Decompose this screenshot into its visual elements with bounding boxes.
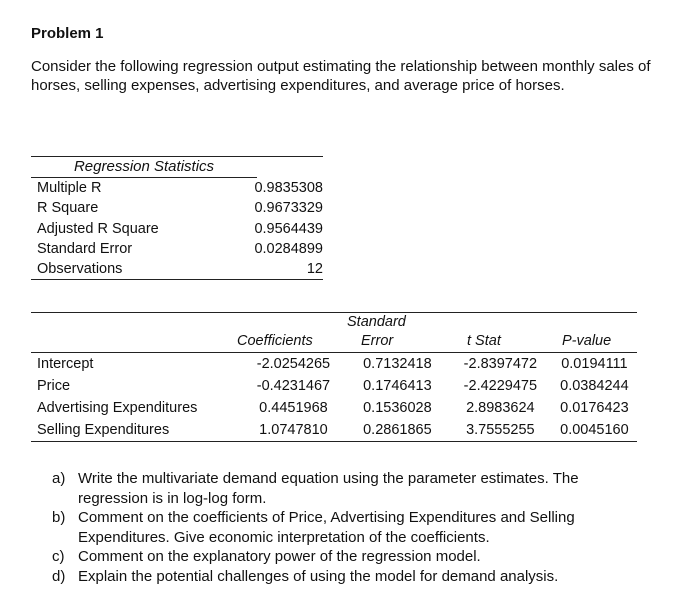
standard-error-value: 0.7132418 <box>363 356 432 372</box>
question-text: Comment on the explanatory power of the regression model. <box>78 548 481 565</box>
coefficients-table <box>31 312 637 442</box>
p-value-value: 0.0194111 <box>561 356 628 372</box>
variable-name: Price <box>37 378 71 394</box>
stat-value: 0.9835308 <box>254 180 323 196</box>
t-stat-value: -2.8397472 <box>463 356 538 372</box>
header-standard-top: Standard <box>347 314 406 330</box>
stat-label: Standard Error <box>37 240 133 257</box>
problem-intro: Consider the following regression output estimating the relationship between monthly sales of horses, selling expenses, advertising expenditures, and average price of horses. <box>31 58 651 94</box>
question-label: c) <box>52 548 65 565</box>
stat-row <box>31 259 323 279</box>
stat-value: 0.0284899 <box>254 240 323 257</box>
coefficient-value: -0.4231467 <box>256 378 331 394</box>
p-value-value: 0.0045160 <box>560 422 629 438</box>
t-stat-value: 2.8983624 <box>466 400 535 416</box>
list-item <box>52 469 652 508</box>
regression-statistics-table <box>31 156 323 280</box>
question-label: a) <box>52 470 66 487</box>
t-stat-value: -2.4229475 <box>463 378 538 394</box>
header-standard-bottom: Error <box>361 333 394 349</box>
variable-name: Advertising Expenditures <box>37 400 198 416</box>
standard-error-value: 0.1746413 <box>363 378 432 394</box>
stat-label: Multiple R <box>37 180 102 196</box>
header-coefficients: Coefficients <box>237 333 313 349</box>
stat-value: 12 <box>306 261 323 278</box>
question-label: b) <box>52 509 66 526</box>
coefficients-table-header <box>31 313 637 353</box>
question-list <box>52 469 652 586</box>
variable-name: Intercept <box>37 356 94 372</box>
question-text: Write the multivariate demand equation using the parameter estimates. The regression is in log-log form. <box>78 470 579 507</box>
stat-row <box>31 239 323 259</box>
coefficient-value: 1.0747810 <box>259 422 328 438</box>
question-text: Comment on the coefficients of Price, Advertising Expenditures and Selling Expenditures. Give economic interpretation of the coefficients. <box>78 509 575 546</box>
question-text: Explain the potential challenges of using the model for demand analysis. <box>78 567 559 585</box>
p-value-value: 0.0384244 <box>560 378 629 394</box>
table-row <box>31 353 637 375</box>
table-row <box>31 419 637 441</box>
stat-label: R Square <box>37 200 99 217</box>
list-item <box>52 547 652 567</box>
stat-row <box>31 198 323 218</box>
table-row <box>31 375 637 397</box>
stat-label: Observations <box>37 261 123 278</box>
stat-row <box>31 178 323 198</box>
problem-title: Problem 1 <box>31 25 104 42</box>
header-p-value: P-value <box>562 333 612 349</box>
coefficient-value: -2.0254265 <box>256 356 331 372</box>
header-t-stat: t Stat <box>467 333 501 349</box>
p-value-value: 0.0176423 <box>560 400 629 416</box>
stat-value: 0.9673329 <box>254 200 323 217</box>
variable-name: Selling Expenditures <box>37 422 170 438</box>
t-stat-value: 3.7555255 <box>466 422 535 438</box>
stat-value: 0.9564439 <box>254 220 323 237</box>
regression-statistics-header: Regression Statistics <box>31 157 257 178</box>
list-item <box>52 567 652 587</box>
table-row <box>31 397 637 419</box>
coefficient-value: 0.4451968 <box>259 400 328 416</box>
standard-error-value: 0.1536028 <box>363 400 432 416</box>
question-label: d) <box>52 567 66 585</box>
stat-label: Adjusted R Square <box>37 220 159 237</box>
stat-row <box>31 219 323 239</box>
list-item <box>52 508 652 547</box>
standard-error-value: 0.2861865 <box>363 422 432 438</box>
